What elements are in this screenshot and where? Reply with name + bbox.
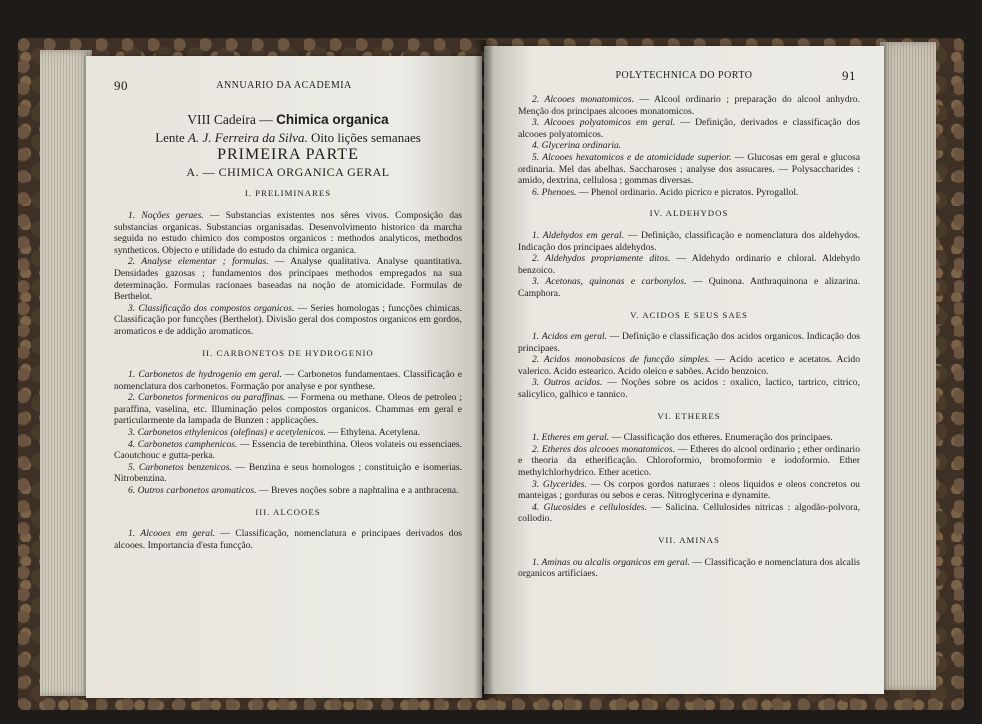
paragraph-text: — Aldehydo ordinario e chloral. Aldehydo benzoico.: [518, 253, 860, 276]
page-edges-left: [40, 50, 92, 696]
paragraph: [114, 303, 462, 338]
paragraph: [518, 331, 860, 354]
paragraph-lead: 3. Carbonetos ethylenicos (olefinas) e acetylenicos.: [128, 427, 326, 439]
paragraph: [518, 354, 860, 377]
paragraph-lead: 1. Aminas ou alcalis organicos em geral.: [532, 556, 690, 568]
paragraph-lead: 1. Acidos em geral.: [532, 331, 608, 343]
paragraph-text: — Quinona. Anthraquinona e alizarina. Camphora.: [518, 276, 860, 299]
paragraph-lead: 4. Glucosides e cellulosides.: [532, 501, 648, 513]
paragraph-text: — Phenol ordinario. Acido picrico e picratos. Pyrogallol.: [576, 186, 799, 198]
paragraph-lead: 3. Acetonas, quinonas e carbonylos.: [532, 276, 687, 288]
paragraph-lead: 5. Carbonetos benzenicos.: [128, 461, 232, 473]
paragraph-lead: 2. Acidos monobasicos de funcção simples.: [532, 354, 711, 366]
left-content: [114, 114, 462, 551]
paragraph-lead: 6. Outros carbonetos aromaticos.: [128, 485, 257, 497]
paragraph-lead: 3. Alcooes polyatomicos em geral.: [532, 117, 676, 129]
paragraph-text: — Definição, classificação e nomenclatura dos aldehydos. Indicação dos principaes aldehydos.: [518, 229, 860, 253]
lente-line: [114, 129, 462, 145]
chapter-title: Chimica organica: [276, 112, 389, 127]
paragraph: [114, 210, 462, 256]
paragraph: [518, 94, 860, 117]
paragraph-text: — Definição e classificação dos acidos organicos. Indicação dos principaes.: [518, 331, 860, 354]
paragraph-lead: 1. Noções geraes.: [128, 209, 204, 221]
lente-prefix: Lente: [155, 129, 185, 145]
paragraph-lead: 1. Aldehydos em geral.: [532, 229, 624, 241]
section-heading: III. ALCOOES: [255, 506, 321, 517]
right-sections: [518, 94, 860, 580]
paragraph-text: — Alcool ordinario ; preparação do alcool anhydro. Menção dos principaes alcooes monatomicos.: [518, 94, 860, 117]
paragraph: [518, 276, 860, 299]
paragraph-text: — Ethylena. Acetylena.: [325, 427, 420, 439]
paragraph-text: — Definição, derivados e classificação dos alcooes polyatomicos.: [518, 117, 861, 140]
paragraph-text: — Acido acetico e acetatos. Acido valerico. Acido estearico. Acido oleico e sabões. Acido benzoico.: [518, 354, 860, 377]
lente-name: A. J. Ferreira da Silva.: [188, 129, 308, 145]
running-head-title: POLYTECHNICA DO PORTO: [615, 70, 753, 81]
paragraph-lead: 3. Glycerides.: [532, 478, 587, 490]
paragraph-lead: 1. Alcooes em geral.: [128, 528, 216, 540]
paragraph: [114, 392, 462, 427]
paragraph: [518, 140, 860, 152]
paragraph-lead: 3. Outros acidos.: [532, 377, 603, 389]
paragraph: [518, 502, 860, 525]
paragraph-lead: 5. Alcooes hexatomicos e de atomicidade superior.: [532, 151, 732, 163]
chapter-heading: [114, 114, 462, 126]
paragraph-lead: 2. Analyse elementar ; formulas.: [128, 256, 269, 268]
running-head-title: ANNUARIO DA ACADEMIA: [216, 80, 352, 91]
chapter-label: VIII Cadeira —: [187, 112, 273, 127]
paragraph-text: — Classificação dos etheres. Enumeração dos principaes.: [609, 432, 833, 444]
book-gutter: [474, 40, 494, 700]
section-heading: II. CARBONETOS DE HYDROGENIO: [202, 347, 374, 358]
running-head: [86, 80, 482, 96]
paragraph: [518, 253, 860, 276]
paragraph-lead: 1. Etheres em geral.: [532, 432, 610, 444]
paragraph: [114, 462, 462, 485]
paragraph: [114, 427, 462, 439]
paragraph-text: — Glucosas em geral e glucosa ordinaria. Mel das abelhas. Saccharoses ; analyse dos assucares. — Polysaccharides : amido, dextrina, cellulosa ; gommas diversas.: [518, 151, 860, 187]
paragraph: [518, 479, 860, 502]
section-heading: IV. ALDEHYDOS: [649, 208, 729, 219]
paragraph-lead: 2. Etheres dos alcooes monatomicos.: [532, 443, 676, 455]
section-heading: V. ACIDOS E SEUS SAES: [630, 309, 748, 320]
subpart-title: A. — CHIMICA ORGANICA GERAL: [186, 164, 390, 179]
paragraph-text: — Benzina e seus homologos ; constituição e isomerias. Nitrobenzina.: [114, 461, 463, 485]
paragraph-text: — Analyse qualitativa. Analyse quantitativa. Densidades gazosas ; fundamentos dos principaes methodos empregados na sua determinação. Formulas racionaes baseadas na noção de atomicidade. Formulas de Berthelot.: [114, 256, 462, 303]
paragraph-lead: 1. Carbonetos de hydrogenio em geral.: [128, 369, 282, 381]
paragraph-text: — Os corpos gordos naturaes : oleos liquidos e oleos concretos ou manteigas ; gorduras ou sebos e ceras. Nitroglycerina e dynamite.: [518, 478, 860, 502]
paragraph: [518, 432, 860, 444]
paragraph-text: — Classificação, nomenclatura e principaes derivados dos alcooes. Importancia d'esta funcção.: [114, 528, 462, 551]
paragraph-text: — Noções sobre os acidos : oxalico, lactico, tartrico, citrico, salicylico, galhico e tannico.: [518, 377, 860, 401]
paragraph-text: — Breves noções sobre a naphtalina e a anthracena.: [256, 485, 459, 497]
paragraph: [518, 117, 860, 140]
paragraph-lead: 4. Glycerina ordinaria.: [532, 140, 622, 152]
paragraph-text: — Etheres do alcool ordinario ; ether ordinario e theoria da etherificação. Chloroformio, bromoformio e iodoformio. Ether methylchlorhydrico. Ether acetico.: [518, 443, 860, 479]
section-heading: VII. AMINAS: [658, 535, 720, 545]
paragraph: [518, 377, 860, 400]
paragraph-text: — Salicina. Cellulosides nitricas : algodão-polvora, collodio.: [518, 501, 860, 525]
paragraph-text: — Classificação e nomenclatura dos alcalis organicos artificiaes.: [518, 556, 860, 580]
paragraph-text: — Carbonetos fundamentaes. Classificação e nomenclatura dos carbonetos. Formação por analyse e por synthese.: [114, 369, 462, 392]
paragraph: [518, 187, 860, 199]
paragraph-text: — Series homologas ; funcções chimicas. Classificação por funcções (Berthelot). Divisão geral dos compostos organicos em gordos, aromaticos e de addição aromaticos.: [114, 302, 462, 337]
paragraph: [518, 230, 860, 253]
part-title: PRIMEIRA PARTE: [217, 146, 359, 164]
section-heading: I. PRELIMINARES: [244, 188, 332, 199]
paragraph-lead: 2. Aldehydos propriamente ditos.: [532, 253, 671, 265]
paragraph-lead: 3. Classificação dos compostos organicos.: [128, 302, 295, 314]
right-page: [484, 46, 884, 694]
left-page: [86, 56, 482, 698]
paragraph-lead: 2. Carbonetos formenicos ou paraffinas.: [128, 392, 286, 404]
left-sections: [114, 188, 462, 551]
page-edges-right: [880, 42, 936, 690]
paragraph-text: — Formena ou methane. Oleos de petroleo ; paraffina, vaselina, etc. Illuminação pelos compostos organicos. Chammas em geral e particularmente da lampada de Bunzen : applicações.: [114, 392, 462, 427]
paragraph: [114, 369, 462, 392]
paragraph-text: — Substancias existentes nos sêres vivos. Composição das substancias organicas. Substancias organisadas. Desenvolvimento historico da marcha seguida no estudo chimico dos compostos organicos : methodos analyticos, methodos syntheticos. Objecto e utilidade do estudo da chimica organica.: [114, 209, 462, 256]
paragraph: [114, 485, 462, 497]
page-number: 90: [114, 78, 128, 93]
paragraph-lead: 6. Phenoes.: [532, 186, 577, 198]
paragraph: [114, 439, 462, 462]
paragraph: [518, 444, 860, 479]
lente-suffix: Oito lições semanaes: [311, 129, 421, 145]
paragraph-lead: 4. Carbonetos camphenicos.: [128, 438, 238, 450]
paragraph-lead: 2. Alcooes monatomicos.: [532, 94, 634, 105]
paragraph: [114, 528, 462, 551]
paragraph: [518, 557, 860, 580]
page-number: 91: [842, 68, 856, 83]
paragraph: [518, 152, 860, 187]
running-head: [484, 70, 884, 86]
paragraph-text: — Essencia de terebinthina. Oleos volateis ou essenciaes. Caoutchouc e gutta-perka.: [114, 438, 462, 462]
right-content: [518, 94, 860, 580]
section-heading: VI. ETHERES: [657, 410, 721, 421]
paragraph: [114, 256, 462, 302]
